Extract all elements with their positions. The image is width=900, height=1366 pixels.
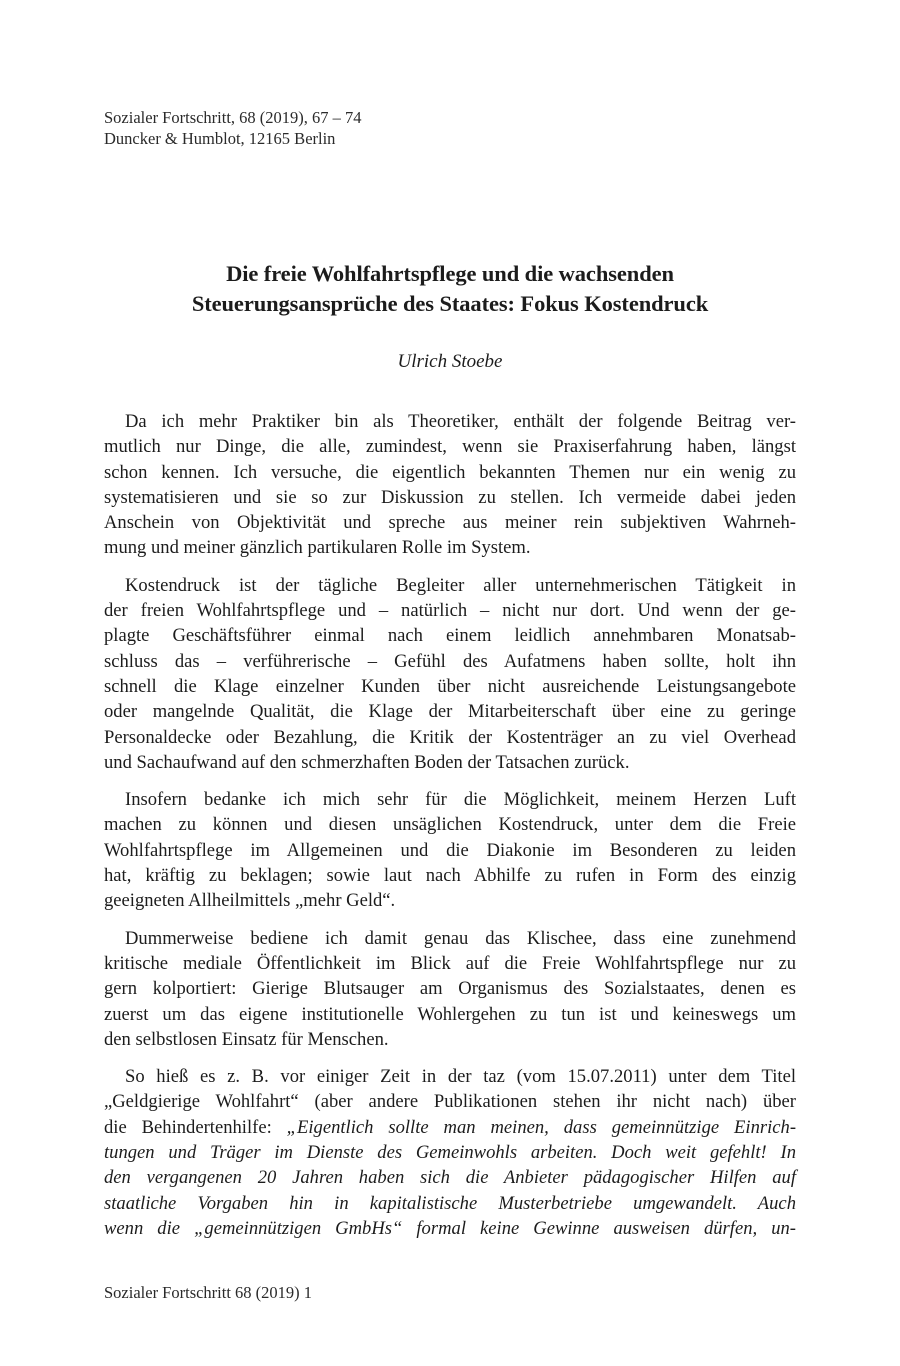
text-line: mung und meiner gänzlich partikularen Rolle im System. [104, 537, 531, 559]
text-line: gern kolportiert: Gierige Blutsauger am Organismus des Sozialstaates, denen es [104, 978, 796, 1000]
text-line: Anschein von Objektivität und spreche aus meiner rein subjektiven Wahrneh- [104, 512, 796, 534]
text-line-mixed [104, 1115, 796, 1140]
text-line: hat, kräftig zu beklagen; sowie laut nach Abhilfe zu rufen in Form des einzig [104, 865, 796, 887]
quote-line: wenn die „gemeinnützigen GmbHs“ formal keine Gewinne ausweisen dürfen, un- [104, 1217, 796, 1239]
paragraph-5 [104, 1064, 796, 1241]
paragraph-3 [104, 787, 796, 913]
quote-line: den vergangenen 20 Jahren haben sich die Anbieter pädagogischer Hilfen auf [104, 1167, 796, 1189]
text-line: systematisieren und sie so zur Diskussion zu stellen. Ich vermeide dabei jeden [104, 486, 796, 508]
text-line: Insofern bedanke ich mich sehr für die Möglichkeit, meinem Herzen Luft [125, 789, 796, 811]
quote-segment: „Eigentlich sollte man meinen, dass gemeinnützige Einrich- [286, 1116, 797, 1138]
text-line: geeigneten Allheilmittels „mehr Geld“. [104, 890, 396, 912]
publisher-line: Duncker & Humblot, 12165 Berlin [104, 129, 336, 148]
quote-line: tungen und Träger im Dienste des Gemeinwohls arbeiten. Doch weit gefehlt! In [104, 1142, 796, 1164]
quote-line: staatliche Vorgaben hin in kapitalistische Musterbetriebe umgewandelt. Auch [104, 1192, 796, 1214]
text-line: oder mangelnde Qualität, die Klage der Mitarbeiterschaft über eine zu geringe [104, 701, 796, 723]
paragraph-4 [104, 926, 796, 1052]
text-line: schluss das – verführerische – Gefühl des Aufatmens haben sollte, holt ihn [104, 650, 796, 672]
text-line: Personaldecke oder Bezahlung, die Kritik der Kostenträger an zu viel Overhead [104, 726, 796, 748]
text-line: „Geldgierige Wohlfahrt“ (aber andere Publikationen stehen ihr nicht nach) über [104, 1091, 796, 1113]
text-line: mutlich nur Dinge, die alle, zumindest, wenn sie Praxiserfahrung haben, längst [104, 436, 796, 458]
text-line: Dummerweise bediene ich damit genau das Klischee, dass eine zunehmend [125, 927, 796, 949]
journal-header [104, 107, 362, 149]
page-footer: Sozialer Fortschritt 68 (2019) 1 [104, 1283, 313, 1302]
text-line: Da ich mehr Praktiker bin als Theoretiker, enthält der folgende Beitrag ver- [125, 411, 796, 432]
article-author: Ulrich Stoebe [397, 351, 503, 372]
article-title-line-2: Steuerungsansprüche des Staates: Fokus Kostendruck [191, 291, 709, 316]
text-line: den selbstlosen Einsatz für Menschen. [104, 1028, 389, 1050]
paragraph-2 [104, 573, 796, 775]
article-body [104, 409, 796, 1253]
text-line: Wohlfahrtspflege im Allgemeinen und die Diakonie im Besonderen zu leiden [104, 839, 796, 861]
text-line: und Sachaufwand auf den schmerzhaften Boden der Tatsachen zurück. [104, 751, 630, 773]
text-line: kritische mediale Öffentlichkeit im Blick auf die Freie Wohlfahrtspflege nur zu [104, 952, 796, 974]
text-segment: die Behindertenhilfe: [104, 1116, 287, 1138]
text-line: schon kennen. Ich versuche, die eigentlich bekannten Themen nur ein wenig zu [104, 461, 796, 483]
text-line: schnell die Klage einzelner Kunden über nicht ausreichende Leistungsangebote [104, 675, 796, 697]
text-line: So hieß es z. B. vor einiger Zeit in der taz (vom 15.07.2011) unter dem Titel [125, 1066, 796, 1088]
paragraph-1 [104, 409, 796, 561]
text-line: zuerst um das eigene institutionelle Wohlergehen zu tun ist und keineswegs um [104, 1003, 796, 1025]
text-line: Kostendruck ist der tägliche Begleiter aller unternehmerischen Tätigkeit in [125, 574, 796, 596]
text-line: machen zu können und diesen unsäglichen Kostendruck, unter dem die Freie [104, 814, 796, 836]
text-line: der freien Wohlfahrtspflege und – natürlich – nicht nur dort. Und wenn der ge- [104, 600, 796, 622]
journal-citation: Sozialer Fortschritt, 68 (2019), 67 – 74 [104, 108, 362, 127]
article-title-line-1: Die freie Wohlfahrtspflege und die wachsenden [226, 261, 674, 286]
article-title [104, 259, 796, 319]
text-line: plagte Geschäftsführer einmal nach einem leidlich annehmbaren Monatsab- [104, 625, 796, 647]
